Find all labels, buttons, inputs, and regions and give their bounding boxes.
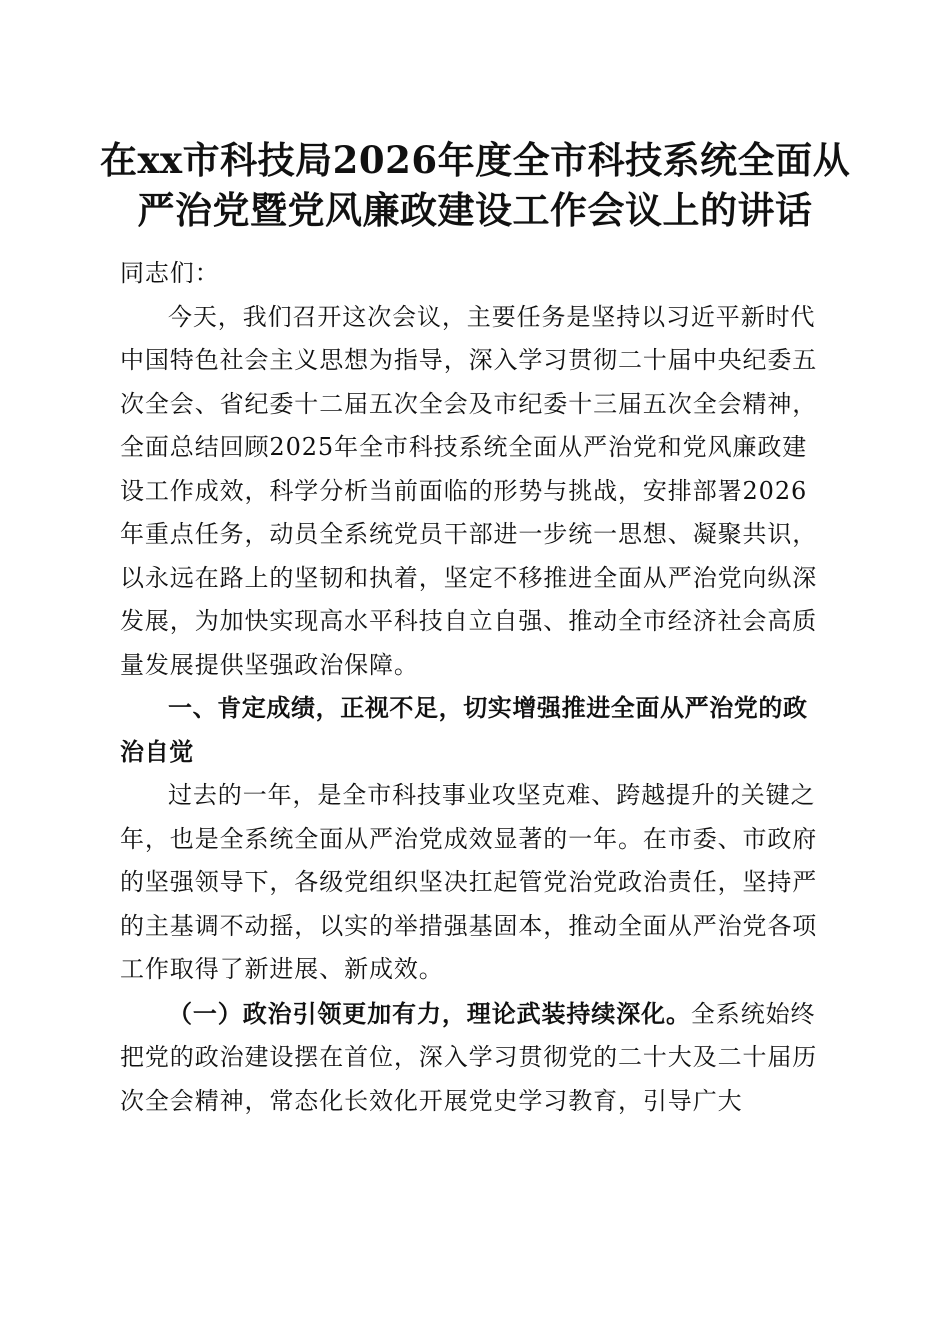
salutation: 同志们： [120,259,220,287]
document-title [100,135,850,235]
section-1-paragraph: 过去的一年，是全市科技事业攻坚克难、跨越提升的关键之年，也是全系统全面从严治党成效显著的一年。在市委、市政府的坚强领导下，各级党组织坚决扛起管党治党政治责任，坚持严的主基调不动摇，以实的举措强基固本，推动全面从严治党各项工作取得了新进展、新成效。 [120,781,818,983]
section-1-heading: 一、肯定成绩，正视不足，切实增强推进全面从严治党的政治自觉 [120,694,808,766]
title-line-1: 在xx市科技局2026年度全市科技系统全面从 [100,138,851,182]
title-line-2: 严治党暨党风廉政建设工作会议上的讲话 [137,188,813,232]
subsection-1-text: 全系统始终把党的政治建设摆在首位，深入学习贯彻党的二十大及二十届历次全会精神，常态化长效化开展党史学习教育，引导广大 [120,999,818,1115]
subsection-1-lead: （一）政治引领更加有力，理论武装持续深化。 [168,998,691,1028]
document-body [120,252,832,1123]
subsection-1-paragraph [120,992,832,1124]
opening-paragraph: 今天，我们召开这次会议，主要任务是坚持以习近平新时代中国特色社会主义思想为指导，深入学习贯彻二十届中央纪委五次全会、省纪委十二届五次全会及市纪委十三届五次全会精神，全面总结回顾2025年全市科技系统全面从严治党和党风廉政建设工作成效，科学分析当前面临的形势与挑战，安排部署2026年重点任务，动员全系统党员干部进一步统一思想、凝聚共识，以永远在路上的坚韧和执着，坚定不移推进全面从严治党向纵深发展，为加快实现高水平科技自立自强、推动全市经济社会高质量发展提供坚强政治保障。 [120,302,818,679]
